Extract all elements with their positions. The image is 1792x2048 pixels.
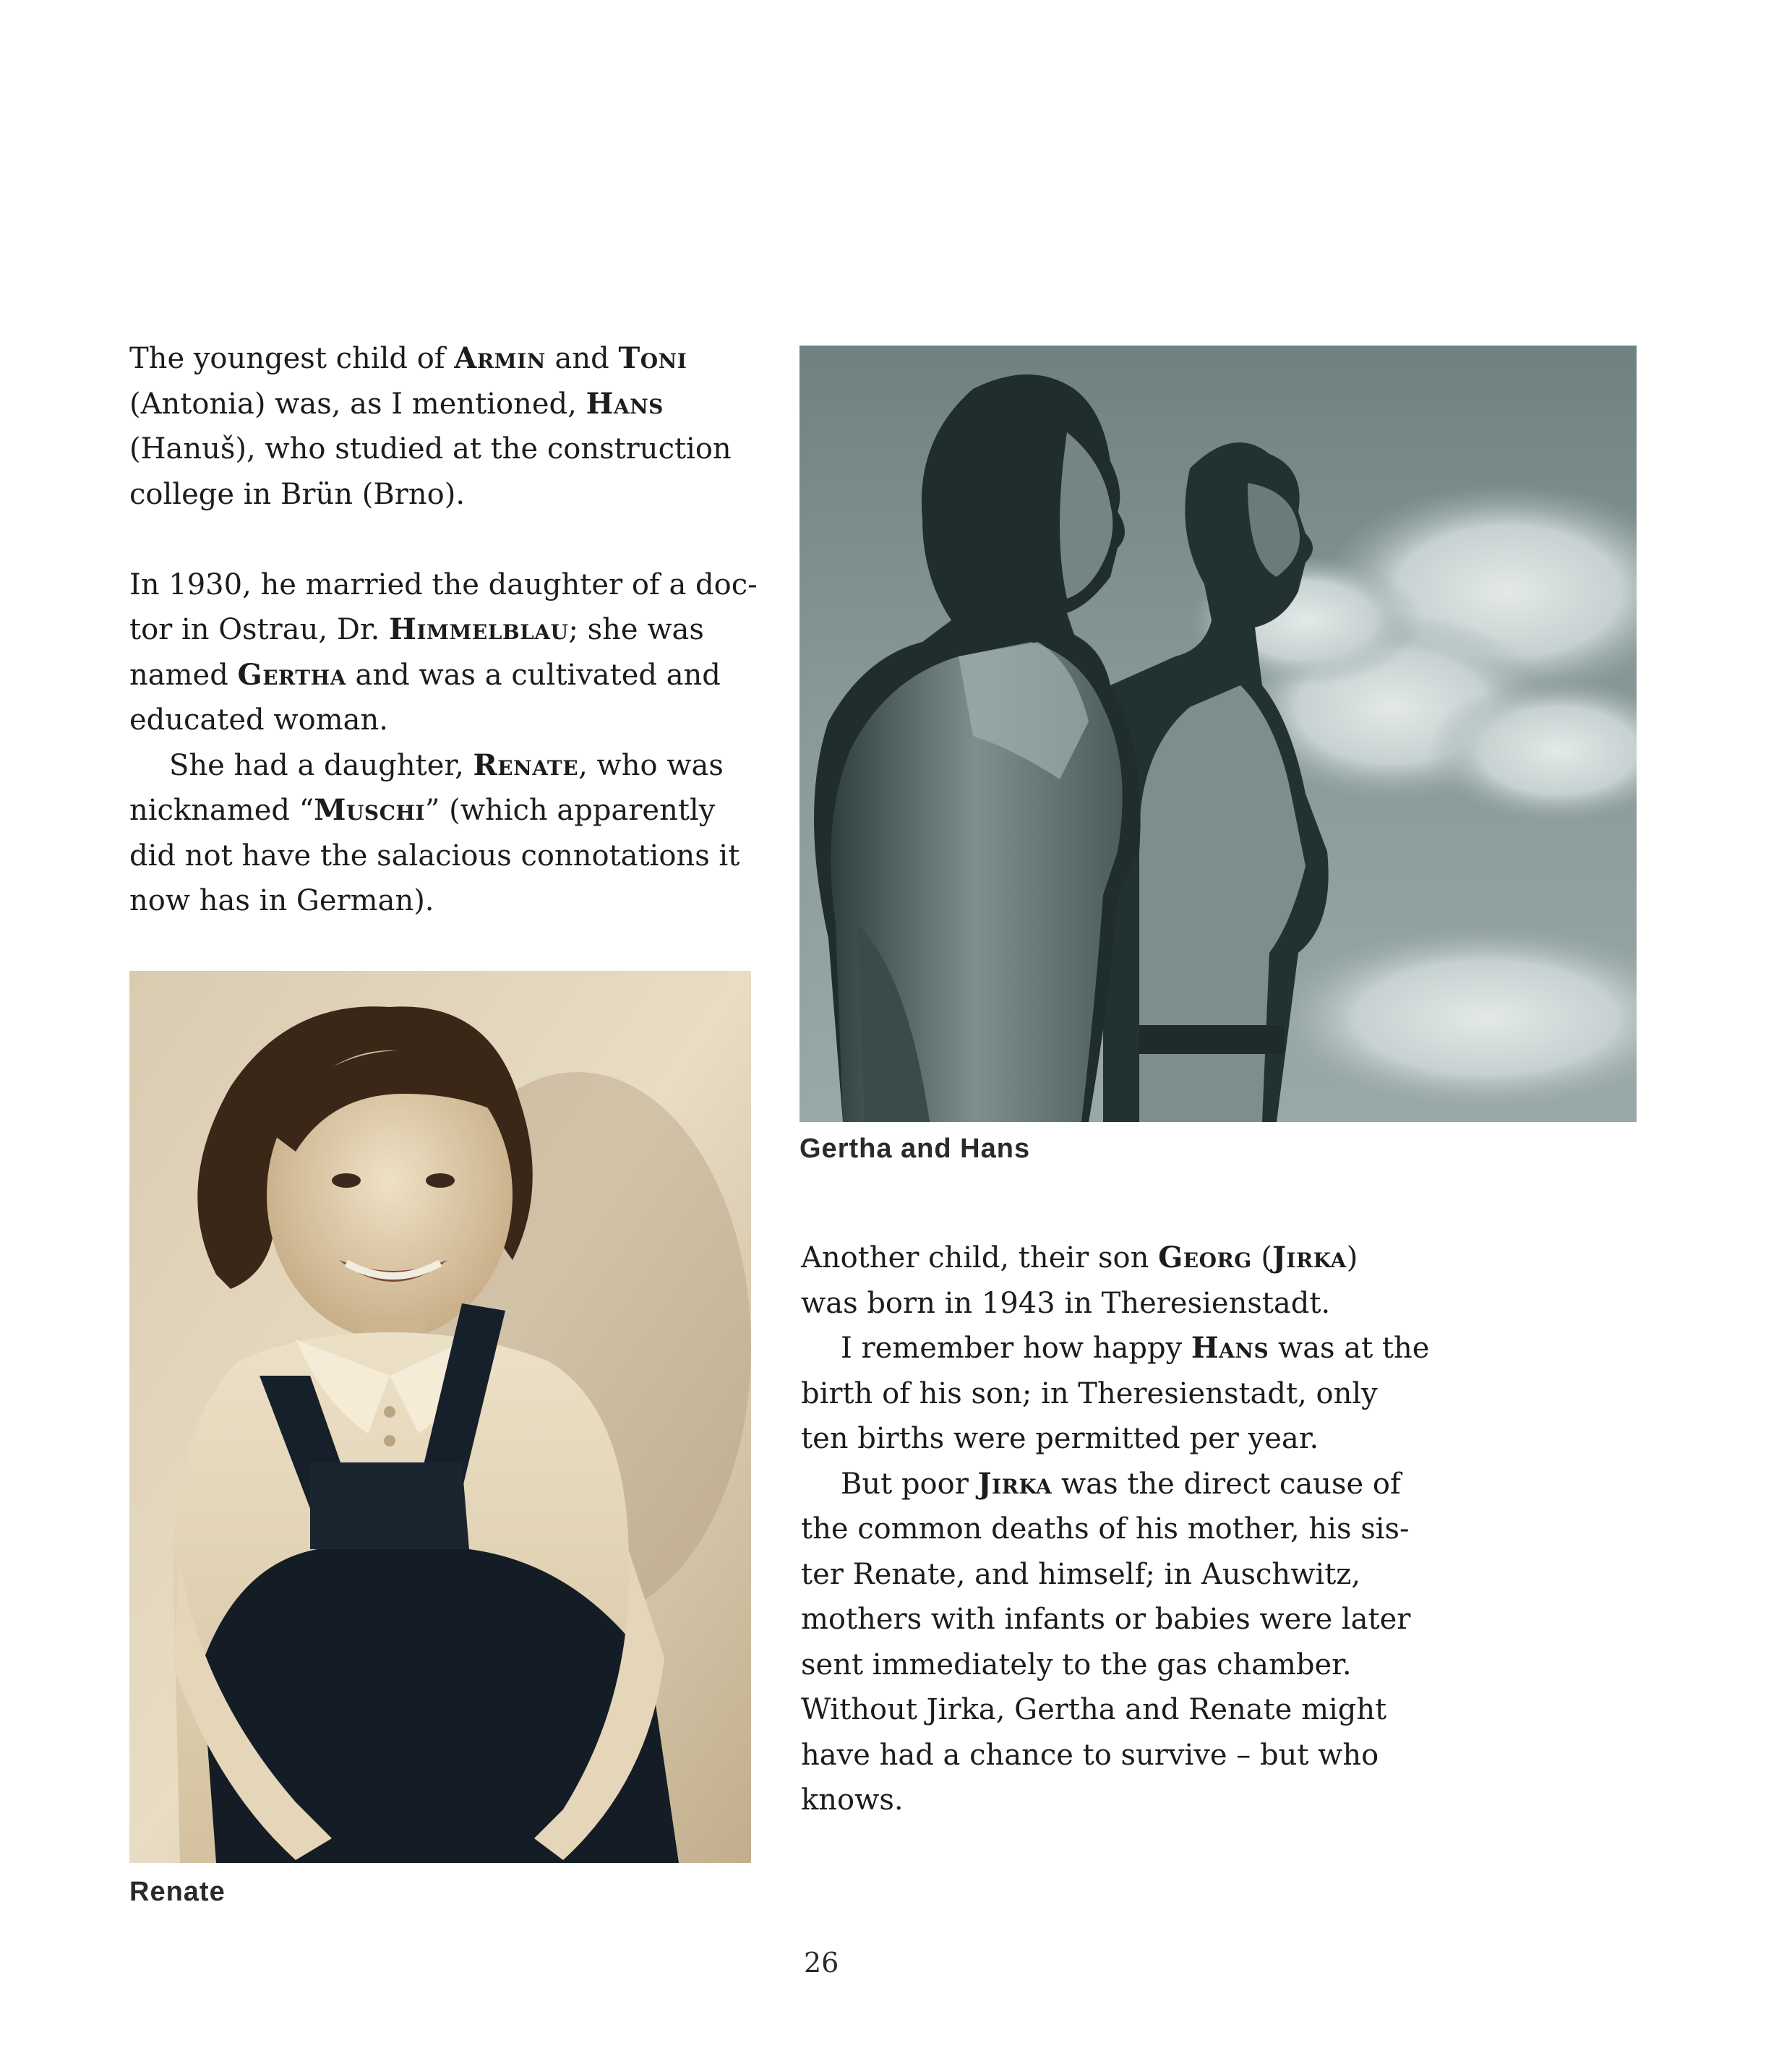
paragraph-happy-birth	[801, 1326, 1429, 1462]
text-line: (Antonia) was, as I mentioned, Hans	[129, 386, 664, 421]
text-line: have had a chance to survive – but who	[801, 1738, 1379, 1772]
text-line: now has in German).	[129, 884, 434, 917]
paragraph-georg	[801, 1235, 1429, 1326]
text-line: I remember how happy Hans was at the	[841, 1331, 1430, 1365]
right-column-text	[801, 1235, 1429, 1823]
text-line: was born in 1943 in Theresienstadt.	[801, 1286, 1331, 1320]
photo-renate	[129, 971, 751, 1863]
paragraph-hans-intro	[129, 336, 758, 517]
page-number: 26	[804, 1947, 839, 1979]
paragraph-marriage	[129, 562, 758, 743]
text-line: (Hanuš), who studied at the construction	[129, 432, 732, 466]
text-line: birth of his son; in Theresienstadt, only	[801, 1376, 1378, 1410]
text-line: college in Brün (Brno).	[129, 477, 466, 511]
photo-caption-couple: Gertha and Hans	[799, 1134, 1031, 1164]
text-line: In 1930, he married the daughter of a doc-	[129, 567, 758, 601]
text-line: ten births were permitted per year.	[801, 1422, 1319, 1455]
text-line: sent immediately to the gas chamber.	[801, 1648, 1352, 1681]
text-line: educated woman.	[129, 703, 388, 737]
photo-caption-renate: Renate	[129, 1877, 226, 1907]
text-line: nicknamed “Muschi” (which apparently	[129, 793, 716, 827]
text-line: Another child, their son Georg (Jirka)	[801, 1241, 1358, 1274]
text-line: named Gertha and was a cultivated and	[129, 657, 721, 692]
text-line: She had a daughter, Renate, who was	[169, 747, 724, 782]
photo-gertha-and-hans	[799, 346, 1637, 1122]
text-line: mothers with infants or babies were later	[801, 1603, 1411, 1636]
text-line: tor in Ostrau, Dr. Himmelblau; she was	[129, 612, 704, 646]
text-line: ter Renate, and himself; in Auschwitz,	[801, 1557, 1361, 1591]
paragraph-renate	[129, 743, 758, 924]
text-line: knows.	[801, 1783, 904, 1817]
text-line: the common deaths of his mother, his sis-	[801, 1512, 1410, 1546]
paragraph-jirka	[801, 1462, 1429, 1823]
text-line: But poor Jirka was the direct cause of	[841, 1466, 1401, 1501]
text-line: The youngest child of Armin and Toni	[129, 341, 687, 375]
text-line: Without Jirka, Gertha and Renate might	[801, 1693, 1387, 1726]
left-column-text	[129, 336, 758, 924]
text-line: did not have the salacious connotations it	[129, 839, 740, 873]
